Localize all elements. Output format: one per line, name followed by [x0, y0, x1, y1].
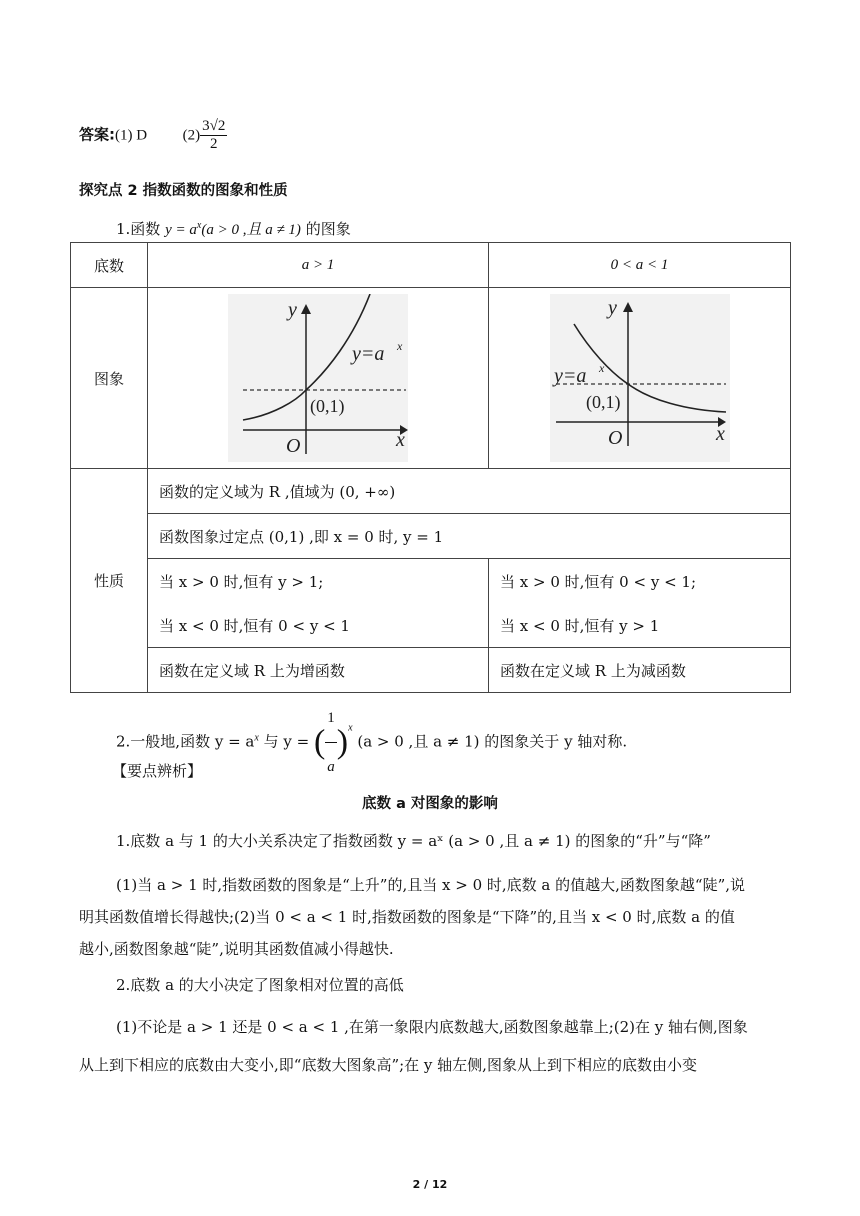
graph2-point-label: (0,1) [585, 392, 620, 412]
answer-fraction-num: 3√2 [202, 118, 226, 134]
graph-decreasing [550, 294, 730, 462]
answer-label: 答案: [79, 125, 115, 144]
graph-cell-increasing [148, 288, 489, 469]
para1-line1: (1)当 a > 1 时,指数函数的图象是“上升”的,且当 x > 0 时,底数 a 的值越大,函数图象越“陡”,说 [116, 876, 746, 894]
para2-line2: 从上到下相应的底数由大变小,即“底数大图象高”;在 y 轴左侧,图象从上到下相应的底数由小变 [79, 1056, 697, 1074]
answer-fraction [200, 118, 227, 153]
table-row [71, 648, 791, 693]
item1-exponent: x [196, 220, 202, 231]
item1-formula: y = a [165, 222, 197, 238]
prop-gt1-positive: 当 x > 0 时,恒有 y > 1; [148, 559, 489, 604]
table-row [71, 243, 791, 288]
subtitle: 底数 a 对图象的影响 [362, 796, 498, 812]
para2-line1: (1)不论是 a > 1 还是 0 < a < 1 ,在第一象限内底数越大,函数图象越靠上;(2)在 y 轴右侧,图象 [116, 1018, 748, 1036]
prop-lt1-positive: 当 x > 0 时,恒有 0 < y < 1; [489, 559, 791, 604]
page-number: 2 / 12 [412, 1178, 448, 1191]
prop-lt1-negative: 当 x < 0 时,恒有 y > 1 [489, 603, 791, 648]
item2-prefix: 2.一般地,函数 y = a [116, 732, 255, 751]
graph1-origin-label: O [286, 435, 301, 457]
key-points-label: 【要点辨析】 [112, 762, 203, 780]
graph1-point-label: (0,1) [310, 396, 345, 416]
graph1-curve-label: y=a [352, 343, 385, 365]
table-row [71, 514, 791, 559]
item1-condition: (a > 0 ,且 a ≠ 1) [201, 222, 301, 238]
answer-line [79, 118, 227, 153]
graph-increasing [228, 294, 408, 462]
item2-fraction [325, 694, 337, 791]
table-row [71, 469, 791, 514]
table-row [71, 603, 791, 648]
para1-line2: 明其函数值增长得越快;(2)当 0 < a < 1 时,指数函数的图象是“下降”的,且当 x < 0 时,底数 a 的值 [79, 908, 735, 926]
table-row [71, 559, 791, 604]
prop-fixed-point: 函数图象过定点 (0,1) ,即 x = 0 时, y = 1 [148, 514, 791, 559]
graph1-curve-exponent: x [397, 339, 403, 353]
para2-title: 2.底数 a 的大小决定了图象相对位置的高低 [116, 976, 404, 994]
item1-suffix: 的图象 [300, 220, 351, 238]
section-heading: 探究点 2 指数函数的图象和性质 [79, 183, 288, 199]
item2-frac-num: 1 [327, 710, 335, 726]
graph1-x-axis-label: x [396, 429, 405, 451]
item2-exp: x [254, 732, 259, 744]
item1-prefix: 1.函数 [116, 220, 166, 238]
para1-line3: 越小,函数图象越“陡”,说明其函数值减小得越快. [79, 940, 394, 958]
exponential-properties-table [70, 242, 791, 693]
header-a-lt-1: 0 < a < 1 [489, 243, 791, 288]
answer-fraction-den: 2 [200, 135, 227, 153]
prop-gt1-monotonic: 函数在定义域 R 上为增函数 [148, 648, 489, 693]
prop-lt1-monotonic: 函数在定义域 R 上为减函数 [489, 648, 791, 693]
item2-line: 2.一般地,函数 $y = a^x$ 与 y = ( $\frac{1}{a}$ )$^x$ (a > 0 ,且 a ≠ 1) 的图象关于 y 轴对称. [116, 694, 627, 791]
header-a-gt-1: a > 1 [148, 243, 489, 288]
answer-part2-prefix: (2) [182, 127, 201, 144]
item2-suffix: (a > 0 ,且 a ≠ 1) 的图象关于 y 轴对称. [352, 732, 628, 751]
item2-mid: 与 y = [258, 732, 310, 751]
item2-exp2: x [348, 722, 353, 734]
row-label-property: 性质 [71, 469, 148, 693]
prop-gt1-negative: 当 x < 0 时,恒有 0 < y < 1 [148, 603, 489, 648]
item1-line [116, 218, 351, 239]
table-row [71, 288, 791, 469]
graph-cell-decreasing [489, 288, 791, 469]
prop-domain: 函数的定义域为 R ,值域为 (0, +∞) [148, 469, 791, 514]
graph2-curve-label: y=a [553, 365, 586, 387]
row-label-graph: 图象 [71, 288, 148, 469]
item2-frac-den: a [325, 742, 337, 791]
graph2-x-axis-label: x [715, 423, 725, 445]
answer-part1: (1) D [115, 127, 148, 144]
header-base: 底数 [71, 243, 148, 288]
graph2-y-axis-label: y [607, 297, 617, 319]
graph1-y-axis-label: y [288, 299, 297, 321]
para1-title: 1.底数 a 与 1 的大小关系决定了指数函数 y = aˣ (a > 0 ,且 a ≠ 1) 的图象的“升”与“降” [116, 832, 711, 850]
graph2-origin-label: O [607, 427, 622, 449]
graph2-curve-exponent: x [598, 361, 604, 375]
